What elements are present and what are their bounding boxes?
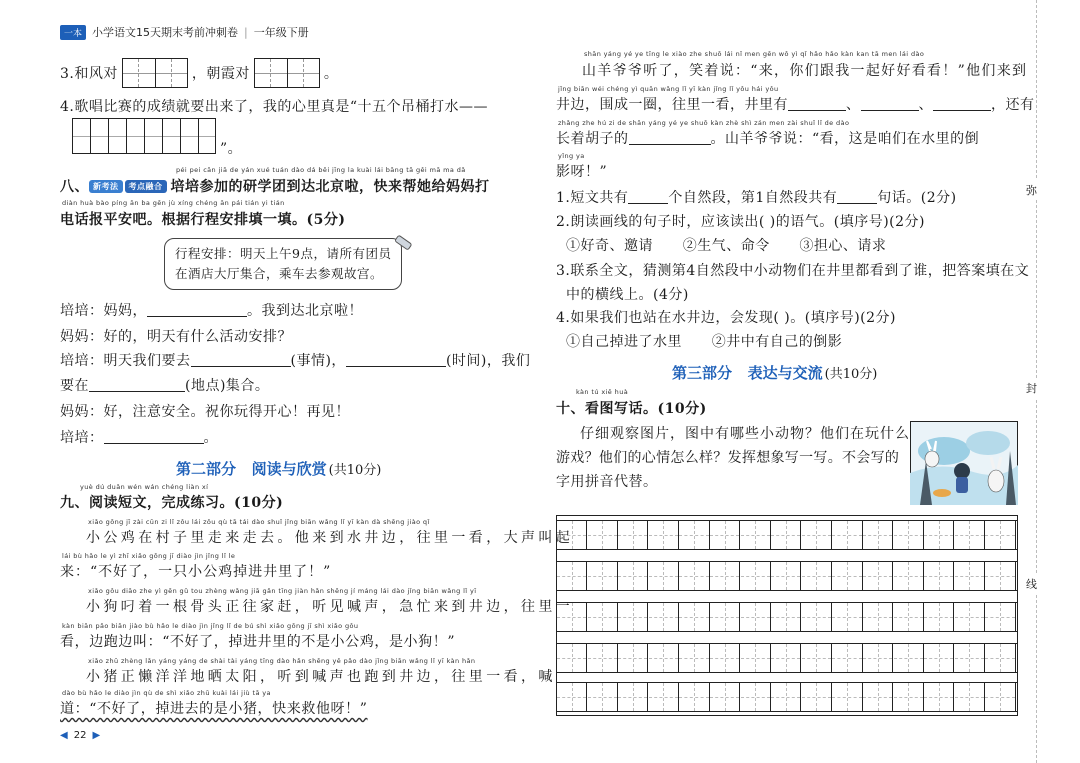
- q3-write-box-1[interactable]: [122, 58, 188, 88]
- place-blank[interactable]: [89, 378, 185, 392]
- grid-row[interactable]: [557, 561, 1017, 591]
- grid-cell[interactable]: [649, 562, 679, 590]
- paper-clip-icon: [392, 232, 414, 254]
- grid-cell[interactable]: [588, 562, 618, 590]
- grid-cell[interactable]: [802, 521, 832, 549]
- passage-line-6: 道：“不好了，掉进去的是小猪，快来救他呀！”: [60, 701, 368, 717]
- grid-cell[interactable]: [618, 562, 648, 590]
- question-9-4: 4.如果我们也站在水井边，会发现( )。(填序号)(2分): [556, 310, 896, 326]
- passage-line-7: 山羊爷爷听了，笑着说：“来，你们跟我一起好好看看！”他们来到: [582, 63, 1028, 79]
- q8-number: 八、: [60, 179, 89, 195]
- grid-cell[interactable]: [802, 603, 832, 631]
- grid-cell[interactable]: [741, 603, 771, 631]
- question-8-line-1: [60, 176, 490, 196]
- dialog-6-blank[interactable]: [104, 430, 204, 444]
- grid-cell[interactable]: [985, 644, 1015, 672]
- p8-start: 井边，围成一圈，往里一看，井里有: [556, 97, 788, 113]
- q10-title: 十、看图写话。(10分): [556, 401, 707, 417]
- q8-line-2: 电话报平安吧。根据行程安排填一填。(5分): [60, 212, 346, 228]
- passage-p4-pinyin: kàn biān pǎo biān jiào bù hǎo le diào jìn jǐng lǐ de bú shì xiǎo gōng jī shì xiǎo gǒu: [62, 622, 359, 630]
- dialog-1-blank[interactable]: [147, 303, 247, 317]
- grid-cell[interactable]: [802, 683, 832, 711]
- writing-grid[interactable]: [556, 515, 1018, 716]
- q10-pinyin: kàn tú xiě huà: [576, 388, 629, 396]
- grid-row[interactable]: [557, 602, 1017, 632]
- well-animal-blank-3[interactable]: [933, 97, 991, 111]
- passage-line-8: [556, 94, 1035, 114]
- dialog-line-2: 妈妈：好的，明天有什么活动安排？: [60, 329, 292, 345]
- activity-blank[interactable]: [191, 353, 291, 367]
- qa1-end: 句话。(2分): [877, 190, 957, 206]
- bearded-animal-blank[interactable]: [629, 131, 711, 145]
- grid-cell[interactable]: [863, 683, 893, 711]
- grid-cell[interactable]: [771, 603, 801, 631]
- time-blank[interactable]: [346, 353, 446, 367]
- header-divider: |: [244, 25, 248, 39]
- question-4: 4.歌唱比赛的成绩就要出来了，我的心里真是“十五个吊桶打水——: [60, 99, 489, 115]
- binding-char-line: 线: [1026, 574, 1037, 594]
- part-2-score: (共10分): [328, 463, 382, 478]
- grid-cell[interactable]: [924, 644, 954, 672]
- p8-sep-1: 、: [846, 97, 861, 113]
- q3-write-box-2[interactable]: [254, 58, 320, 88]
- passage-p1-pinyin: xiǎo gōng jī zài cūn zi lǐ zǒu lái zǒu qù tā tái dào shuǐ jǐng biān wǎng lǐ yī kàn dà shēng jiào qǐ: [88, 518, 430, 526]
- grid-cell[interactable]: [679, 521, 709, 549]
- brand-logo: 一本: [60, 25, 86, 40]
- grid-cell[interactable]: [894, 521, 924, 549]
- grid-cell[interactable]: [557, 562, 587, 590]
- grid-cell[interactable]: [985, 562, 1015, 590]
- grid-cell[interactable]: [955, 683, 985, 711]
- grid-cell[interactable]: [741, 521, 771, 549]
- dialog-1-end: 。我到达北京啦！: [247, 303, 363, 319]
- prev-page-icon: ◀: [60, 730, 68, 741]
- grid-cell[interactable]: [955, 521, 985, 549]
- grid-cell[interactable]: [710, 644, 740, 672]
- grid-cell[interactable]: [618, 603, 648, 631]
- grid-cell[interactable]: [832, 644, 862, 672]
- p9-end: 。山羊爷爷说：“看，这是咱们在水里的倒: [710, 131, 980, 147]
- sentence-count-blank[interactable]: [837, 190, 877, 204]
- grid-cell[interactable]: [894, 683, 924, 711]
- grid-cell[interactable]: [985, 683, 1015, 711]
- grid-cell[interactable]: [741, 562, 771, 590]
- passage-line-2: 来：“不好了，一只小公鸡掉进井里了！”: [60, 564, 332, 580]
- grid-cell[interactable]: [557, 644, 587, 672]
- part-3-heading: [672, 362, 877, 383]
- q9-title: 九、阅读短文，完成练习。(10分): [60, 495, 284, 511]
- topic-fusion-badge: 考点融合: [125, 180, 167, 193]
- itinerary-notice: [164, 238, 402, 290]
- page-number-text: 22: [73, 730, 87, 741]
- question-3: [60, 58, 338, 88]
- q3-end: 。: [323, 66, 339, 82]
- grid-cell[interactable]: [618, 683, 648, 711]
- p8-sep-2: 、: [918, 97, 933, 113]
- q4-write-grid[interactable]: [72, 118, 216, 154]
- passage-p2-pinyin: lái bù hǎo le yì zhī xiǎo gōng jī diào jìn jǐng lǐ le: [62, 552, 236, 560]
- grid-cell[interactable]: [741, 644, 771, 672]
- q9-pinyin: yuè dú duǎn wén wán chéng liàn xí: [80, 483, 209, 491]
- passage-line-5: 小猪正懒洋洋地晒太阳，听到喊声也跑到井边，往里一看，喊: [86, 669, 556, 685]
- p9-start: 长着胡子的: [556, 131, 629, 147]
- part-3-score: (共10分): [824, 367, 878, 382]
- grade-label: 一年级下册: [253, 26, 309, 39]
- question-9-3-line-1: 3.联系全文，猜测第4自然段中小动物们在井里都看到了谁，把答案填在文: [556, 263, 1030, 279]
- q10-instruction-3: 字用拼音代替。: [556, 474, 658, 490]
- grid-cell[interactable]: [863, 521, 893, 549]
- well-animal-blank-2[interactable]: [861, 97, 919, 111]
- grid-cell[interactable]: [710, 603, 740, 631]
- grid-cell[interactable]: [802, 644, 832, 672]
- grid-cell[interactable]: [955, 603, 985, 631]
- itinerary-line-2: 在酒店大厅集合，乘车去参观故宫。: [175, 266, 384, 281]
- part-2-heading: [176, 458, 381, 479]
- dialog-line-3: [60, 350, 530, 370]
- grid-cell[interactable]: [557, 521, 587, 549]
- grid-cell[interactable]: [863, 644, 893, 672]
- dialog-1-start: 培培：妈妈，: [60, 303, 147, 319]
- grid-cell[interactable]: [649, 603, 679, 631]
- grid-cell[interactable]: [710, 683, 740, 711]
- grid-cell[interactable]: [771, 521, 801, 549]
- book-title: 小学语文15天期末考前冲刺卷: [92, 26, 239, 39]
- grid-cell[interactable]: [894, 562, 924, 590]
- dialog-3-end: (时间)，我们: [445, 353, 531, 369]
- grid-cell[interactable]: [894, 603, 924, 631]
- dialog-3-start: 培培：明天我们要去: [60, 353, 191, 369]
- page-header: [60, 24, 309, 40]
- grid-cell[interactable]: [588, 603, 618, 631]
- q3-text-1: 3.和风对: [60, 66, 118, 82]
- dialog-4-start: 要在: [60, 378, 89, 394]
- passage-p9-pinyin: zhǎng zhe hú zi de shān yáng yé ye shuō kàn zhè shì zán men zài shuǐ lǐ de dào: [558, 119, 850, 127]
- passage-p5-pinyin: xiǎo zhū zhèng lǎn yáng yáng de shài tài yáng tīng dào hǎn shēng yě pǎo dào jǐng biān wǎng lǐ yī kàn hǎn: [88, 657, 476, 665]
- grid-cell[interactable]: [802, 562, 832, 590]
- grid-cell[interactable]: [863, 562, 893, 590]
- grid-cell[interactable]: [955, 644, 985, 672]
- grid-cell[interactable]: [955, 562, 985, 590]
- writing-prompt-illustration: [910, 421, 1018, 505]
- q10-instruction-1: 仔细观察图片，图中有哪些小动物？他们在玩什么: [580, 426, 910, 442]
- new-method-badge: 新考法: [89, 180, 123, 193]
- passage-line-3: 小狗叼着一根骨头正往家赶，听见喊声，急忙来到井边，往里一: [86, 599, 574, 615]
- grid-cell[interactable]: [985, 521, 1015, 549]
- grid-cell[interactable]: [771, 644, 801, 672]
- dialog-line-5: 妈妈：好，注意安全。祝你玩得开心！再见！: [60, 404, 350, 420]
- passage-line-10: 影呀！”: [556, 164, 608, 180]
- qa1-mid: 个自然段，第1自然段共有: [668, 190, 838, 206]
- part-2-title: 第二部分 阅读与欣赏: [176, 460, 327, 478]
- q4-end: ”。: [220, 141, 243, 157]
- dialog-6-start: 培培：: [60, 430, 104, 446]
- question-9-1: [556, 187, 957, 207]
- grid-cell[interactable]: [832, 603, 862, 631]
- dialog-line-1: [60, 300, 363, 320]
- grid-cell[interactable]: [588, 683, 618, 711]
- next-page-icon: ▶: [92, 730, 101, 741]
- grid-cell[interactable]: [618, 644, 648, 672]
- dialog-line-6: [60, 427, 218, 447]
- qa1-start: 1.短文共有: [556, 190, 629, 206]
- question-9-2: 2.朗读画线的句子时，应该读出( )的语气。(填序号)(2分): [556, 214, 925, 230]
- grid-cell[interactable]: [557, 683, 587, 711]
- p8-end: ，还有: [991, 97, 1035, 113]
- grid-cell[interactable]: [771, 562, 801, 590]
- grid-cell[interactable]: [679, 644, 709, 672]
- grid-cell[interactable]: [924, 603, 954, 631]
- grid-cell[interactable]: [649, 521, 679, 549]
- passage-p3-pinyin: xiǎo gǒu diāo zhe yì gēn gǔ tou zhèng wǎng jiā gǎn tīng jiàn hǎn shēng jí máng lái dào jǐng biān wǎng lǐ yī: [88, 587, 477, 595]
- grid-row[interactable]: [557, 520, 1017, 550]
- q10-instruction-2: 游戏？他们的心情怎么样？发挥想象写一写。不会写的: [556, 450, 900, 466]
- grid-cell[interactable]: [649, 683, 679, 711]
- grid-cell[interactable]: [679, 683, 709, 711]
- grid-cell[interactable]: [741, 683, 771, 711]
- grid-cell[interactable]: [649, 644, 679, 672]
- binding-char-envelope: 封: [1026, 378, 1037, 398]
- grid-cell[interactable]: [832, 683, 862, 711]
- question-9-3-line-2: 中的横线上。(4分): [566, 287, 689, 303]
- grid-cell[interactable]: [710, 562, 740, 590]
- well-animal-blank-1[interactable]: [788, 97, 846, 111]
- grid-cell[interactable]: [588, 644, 618, 672]
- passage-p10-pinyin: yǐng ya: [558, 152, 585, 160]
- grid-cell[interactable]: [679, 603, 709, 631]
- grid-cell[interactable]: [832, 521, 862, 549]
- grid-cell[interactable]: [924, 683, 954, 711]
- question-9-2-options: ①好奇、邀请 ②生气、命令 ③担心、请求: [566, 238, 887, 254]
- grid-row[interactable]: [557, 643, 1017, 673]
- grid-cell[interactable]: [679, 562, 709, 590]
- part-3-title: 第三部分 表达与交流: [672, 364, 823, 382]
- q8-pinyin-1: péi pei cān jiā de yán xué tuán dào dá běi jīng la kuài lái bāng tā gěi mā ma dǎ: [176, 166, 466, 174]
- grid-cell[interactable]: [557, 603, 587, 631]
- dialog-6-end: 。: [203, 430, 218, 446]
- itinerary-line-1: 行程安排：明天上午9点，请所有团员: [175, 246, 392, 261]
- passage-line-4: 看，边跑边叫：“不好了，掉进井里的不是小公鸡，是小狗！”: [60, 634, 456, 650]
- grid-cell[interactable]: [588, 521, 618, 549]
- grid-row[interactable]: [557, 682, 1017, 712]
- q3-text-2: ，朝霞对: [191, 66, 250, 82]
- binding-char-seal: 弥: [1026, 180, 1037, 200]
- grid-cell[interactable]: [618, 521, 648, 549]
- dialog-line-4: [60, 375, 269, 395]
- q8-line-1-text: 培培参加的研学团到达北京啦，快来帮她给妈妈打: [170, 179, 490, 195]
- grid-cell[interactable]: [924, 521, 954, 549]
- passage-p6-pinyin: dào bù hǎo le diào jìn qù de shì xiǎo zhū kuài lái jiù tā ya: [62, 689, 271, 697]
- q8-pinyin-2: diàn huà bào píng ān ba gēn jù xíng chéng ān pái tián yi tián: [62, 199, 285, 207]
- grid-cell[interactable]: [771, 683, 801, 711]
- passage-line-9: [556, 128, 979, 148]
- passage-p7-pinyin: shān yáng yé ye tīng le xiào zhe shuō lái nǐ men gēn wǒ yì qǐ hǎo hǎo kàn kan tā men lái dào: [584, 50, 925, 58]
- dialog-4-end: (地点)集合。: [185, 378, 270, 394]
- grid-cell[interactable]: [710, 521, 740, 549]
- page-number: [60, 730, 100, 741]
- passage-line-1: 小公鸡在村子里走来走去。他来到水井边，往里一看，大声叫起: [86, 530, 574, 546]
- grid-cell[interactable]: [924, 562, 954, 590]
- grid-cell[interactable]: [985, 603, 1015, 631]
- question-9-4-options: ①自己掉进了水里 ②井中有自己的倒影: [566, 334, 843, 350]
- grid-cell[interactable]: [894, 644, 924, 672]
- grid-cell[interactable]: [863, 603, 893, 631]
- paragraph-count-blank[interactable]: [628, 190, 668, 204]
- dialog-3-mid: (事情)，: [290, 353, 346, 369]
- grid-cell[interactable]: [832, 562, 862, 590]
- passage-p8-pinyin: jǐng biān wéi chéng yì quān wǎng lǐ yī kàn jǐng lǐ yǒu hái yǒu: [558, 85, 779, 93]
